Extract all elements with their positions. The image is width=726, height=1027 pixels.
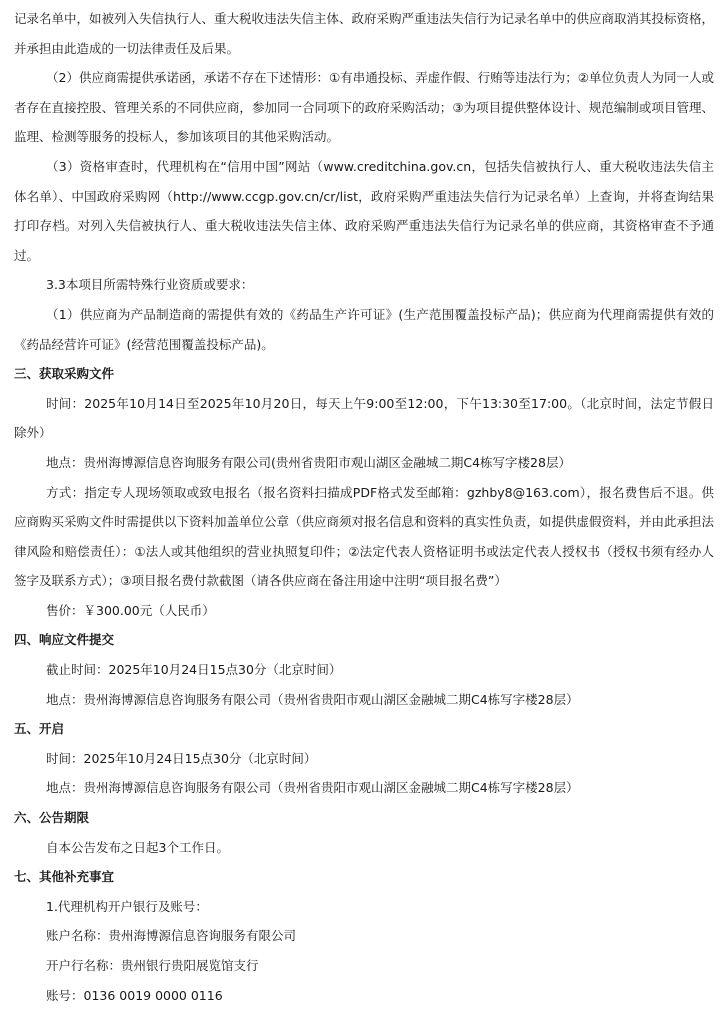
section-3-price: 售价：￥300.00元（人民币） (46, 602, 215, 618)
section-7-bank-name: 开户行名称：贵州银行贵阳展览馆支行 (46, 958, 259, 973)
section-4-deadline: 截止时间：2025年10月24日15点30分（北京时间） (46, 662, 342, 678)
paragraph-credit-check: （3）资格审查时，代理机构在“信用中国”网站（www.creditchina.gov.cn，包括失信被执行人、重大税收违法失信主体名单）、中国政府采购网（http://www.ccgp.gov.cn/cr/list，政府采购严重违法失信行为记录名单）上查询，并将查询结果打印存档。对列入失信被执行人、重大税收违法失信主体、政府采购严重违法失信行为记录名单的供应商，其资格审查不予通过。 (14, 158, 714, 263)
section-4-place: 地点：贵州海博源信息咨询服务有限公司（贵州省贵阳市观山湖区金融城二期C4栋写字楼28层） (46, 691, 579, 707)
section-5-time: 时间：2025年10月24日15点30分（北京时间） (46, 750, 317, 766)
document-body (14, 4, 714, 1010)
section-7-item-1: 1.代理机构开户银行及账号： (46, 898, 208, 914)
section-7-account-name: 账户名称：贵州海博源信息咨询服务有限公司 (46, 928, 297, 944)
paragraph-drug-license: （1）供应商为产品制造商的需提供有效的《药品生产许可证》(生产范围覆盖投标产品)；供应商为代理商需提供有效的《药品经营许可证》(经营范围覆盖投标产品)。 (14, 306, 714, 352)
item-3-3-heading: 3.3本项目所需特殊行业资质或要求： (46, 277, 254, 293)
section-6-heading: 六、公告期限 (14, 810, 90, 826)
section-5-place: 地点：贵州海博源信息咨询服务有限公司（贵州省贵阳市观山湖区金融城二期C4栋写字楼28层） (46, 780, 579, 796)
section-3-time: 时间：2025年10月14日至2025年10月20日，每天上午9:00至12:00，下午13:30至17:00。（北京时间，法定节假日除外） (14, 395, 714, 441)
section-3-place: 地点：贵州海博源信息咨询服务有限公司(贵州省贵阳市观山湖区金融城二期C4栋写字楼28层） (46, 454, 571, 470)
section-5-heading: 五、开启 (14, 721, 65, 737)
section-3-heading: 三、获取采购文件 (14, 366, 115, 382)
section-6-text: 自本公告发布之日起3个工作日。 (46, 839, 229, 855)
paragraph-blacklist: 记录名单中，如被列入失信执行人、重大税收违法失信主体、政府采购严重违法失信行为记录名单中的供应商取消其投标资格，并承担由此造成的一切法律责任及后果。 (14, 11, 715, 56)
section-3-method: 方式：指定专人现场领取或致电报名（报名资料扫描成PDF格式发至邮箱：gzhby8@163.com），报名费售后不退。供应商购买采购文件时需提供以下资料加盖单位公章（供应商须对报名信息和资料的真实性负责，如提供虚假资料，并由此承担法律风险和赔偿责任）：①法人或其他组织的营业执照复印件；②法定代表人资格证明书或法定代表人授权书（授权书须有经办人签字及联系方式）；③项目报名费付款截图（请各供应商在备注用途中注明“项目报名费”） (14, 484, 715, 589)
paragraph-promise-letter: （2）供应商需提供承诺函，承诺不存在下述情形：①有串通投标、弄虚作假、行贿等违法行为；②单位负责人为同一人或者存在直接控股、管理关系的不同供应商，参加同一合同项下的政府采购活动；③为项目提供整体设计、规范编制或项目管理、监理、检测等服务的投标人，参加该项目的其他采购活动。 (14, 70, 714, 145)
section-7-heading: 七、其他补充事宜 (14, 869, 115, 885)
section-4-heading: 四、响应文件提交 (14, 632, 115, 648)
section-7-account-number: 账号：0136 0019 0000 0116 (46, 987, 223, 1003)
